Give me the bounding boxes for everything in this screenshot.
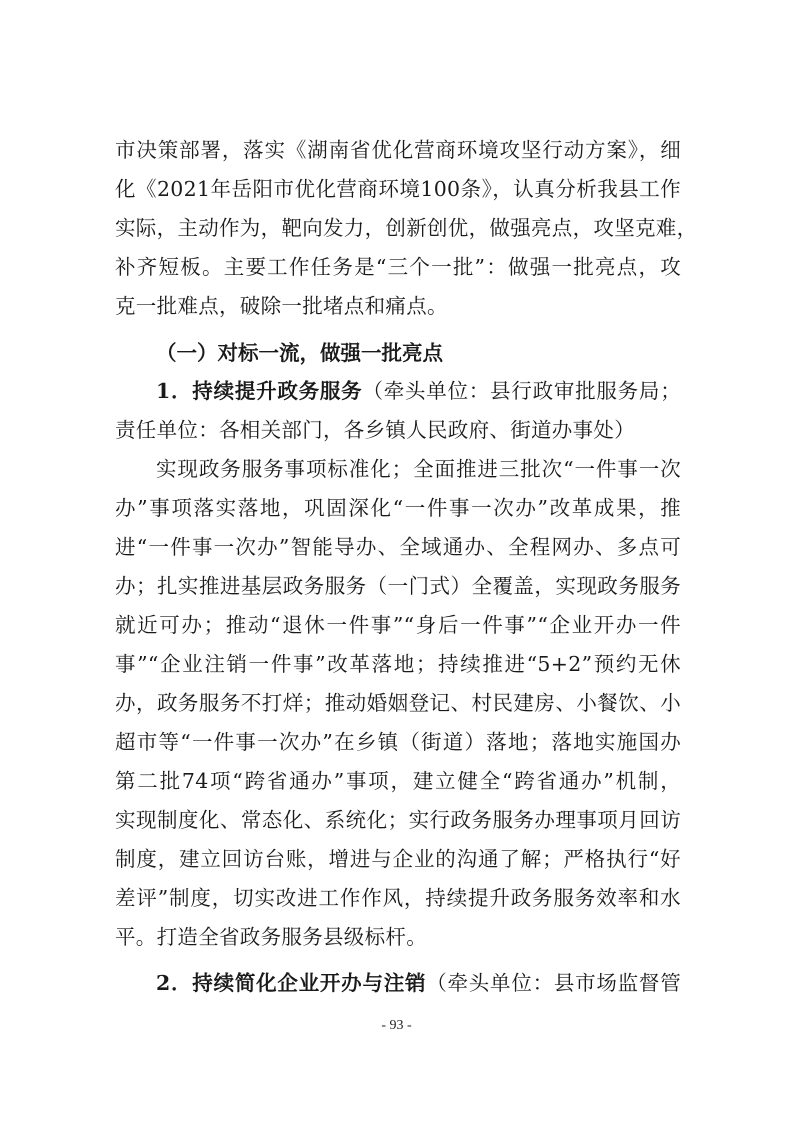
item1-title: 1．持续提升政务服务 bbox=[156, 379, 363, 403]
item1-para-line-7: 办，政务服务不打烊；推动婚姻登记、村民建房、小餐饮、小 bbox=[115, 691, 681, 715]
intro-line-4: 补齐短板。主要工作任务是“三个一批”：做强一批亮点，攻 bbox=[115, 255, 681, 279]
item1-para-line-6: 事”“企业注销一件事”改革落地；持续推进“5+2”预约无休 bbox=[115, 652, 681, 676]
intro-line-5: 克一批难点，破除一批堵点和痛点。 bbox=[115, 294, 448, 318]
item1-para-line-5: 就近可办；推动“退休一件事”“身后一件事”“企业开办一件 bbox=[115, 613, 681, 637]
item1-para-line-8: 超市等“一件事一次办”在乡镇（街道）落地；落地实施国办 bbox=[115, 730, 681, 754]
item1-para-line-10: 实现制度化、常态化、系统化；实行政务服务办理事项月回访 bbox=[115, 808, 681, 832]
item2-title: 2．持续简化企业开办与注销 bbox=[156, 971, 427, 995]
section-heading: （一）对标一流，做强一批亮点 bbox=[156, 341, 443, 365]
item1-para-line-3: 进“一件事一次办”智能导办、全域通办、全程网办、多点可 bbox=[115, 535, 681, 559]
intro-line-2: 化《2021年岳阳市优化营商环境100条》，认真分析我县工作 bbox=[115, 177, 681, 201]
item1-para-line-13: 平。打造全省政务服务县级标杆。 bbox=[115, 925, 427, 949]
item2-title-rest: （牵头单位：县市场监督管 bbox=[426, 971, 681, 995]
item1-responsible: 责任单位：各相关部门，各乡镇人民政府、街道办事处） bbox=[115, 418, 635, 442]
item1-para-line-4: 办；扎实推进基层政务服务（一门式）全覆盖，实现政务服务 bbox=[115, 574, 681, 598]
intro-line-1: 市决策部署，落实《湖南省优化营商环境攻坚行动方案》，细 bbox=[115, 138, 681, 162]
item1-para-line-12: 差评”制度，切实改进工作作风，持续提升政务服务效率和水 bbox=[115, 886, 681, 910]
item2-heading bbox=[156, 964, 681, 1002]
item1-heading bbox=[156, 372, 681, 410]
item1-para-line-11: 制度，建立回访台账，增进与企业的沟通了解；严格执行“好 bbox=[115, 847, 681, 871]
item1-title-rest: （牵头单位：县行政审批服务局； bbox=[362, 379, 682, 403]
item1-para-line-2: 办”事项落实落地，巩固深化“一件事一次办”改革成果，推 bbox=[115, 496, 681, 520]
page-number: - 93 - bbox=[381, 1018, 412, 1033]
item1-para-line-9: 第二批74项“跨省通办”事项，建立健全“跨省通办”机制， bbox=[115, 769, 681, 793]
item1-para-line-1: 实现政务服务事项标准化；全面推进三批次“一件事一次 bbox=[156, 457, 681, 481]
intro-line-3: 实际，主动作为，靶向发力，创新创优，做强亮点，攻坚克难， bbox=[115, 216, 698, 240]
